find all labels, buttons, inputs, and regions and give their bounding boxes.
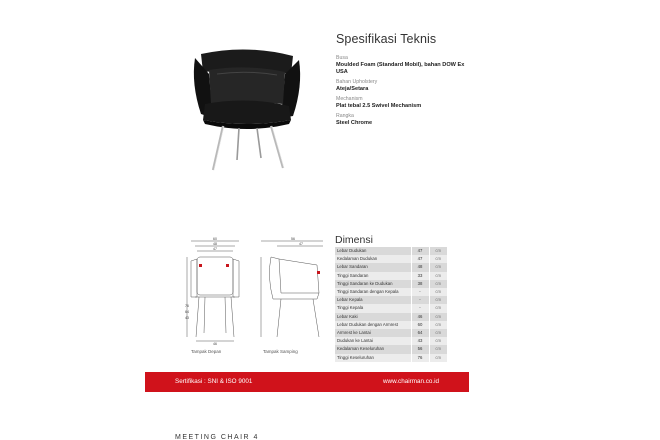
- dimension-value: 47: [411, 255, 429, 263]
- dimension-label: Lebar Kaki: [335, 313, 411, 321]
- dimension-label: Lebar Dudukan dengan Armrest: [335, 321, 411, 329]
- dimension-value: -: [411, 304, 429, 312]
- spec-item-frame: [336, 113, 466, 127]
- spec-title: Spesifikasi Teknis: [336, 32, 437, 46]
- spec-label: Busa: [336, 55, 348, 61]
- spec-item-foam: [336, 55, 466, 76]
- spec-list: [336, 55, 466, 130]
- table-row: [335, 313, 447, 321]
- dimension-label: Lebar Sandaran: [335, 263, 411, 271]
- dimension-unit: cm: [429, 247, 447, 255]
- table-row: [335, 272, 447, 280]
- dimension-unit: cm: [429, 354, 447, 362]
- table-row: [335, 263, 447, 271]
- dimension-unit: cm: [429, 329, 447, 337]
- dimension-value: 47: [411, 247, 429, 255]
- front-dim-left3: 43: [185, 316, 189, 320]
- dimension-value: 60: [411, 321, 429, 329]
- table-row: [335, 329, 447, 337]
- table-row: [335, 296, 447, 304]
- dimension-label: Tinggi Sandaran ke Dudukan: [335, 280, 411, 288]
- dimension-unit: cm: [429, 255, 447, 263]
- next-page-heading: MEETING CHAIR 4: [175, 434, 259, 440]
- side-dim-top2: 47: [299, 242, 303, 246]
- dimension-label: Kedalaman Keseluruhan: [335, 345, 411, 353]
- spec-label: Bahan Upholstery: [336, 79, 378, 85]
- dimension-unit: cm: [429, 321, 447, 329]
- dimension-unit: cm: [429, 313, 447, 321]
- table-row: [335, 354, 447, 362]
- table-row: [335, 247, 447, 255]
- certification-text: Sertifikasi : SNI & ISO 9001: [175, 378, 253, 385]
- dimension-label: Armrest ke Lantai: [335, 329, 411, 337]
- dimension-value: 56: [411, 345, 429, 353]
- dimension-value: 33: [411, 272, 429, 280]
- dimension-label: Tinggi Kepala: [335, 304, 411, 312]
- spec-value: Plat tebal 2.5 Swivel Mechanism: [336, 103, 422, 109]
- dimension-value: 43: [411, 337, 429, 345]
- front-dim-bottom: 46: [213, 342, 217, 346]
- front-dim-left1: 76: [185, 304, 189, 308]
- table-row: [335, 304, 447, 312]
- dimension-unit: cm: [429, 337, 447, 345]
- dimension-label: Dudukan ke Lantai: [335, 337, 411, 345]
- dimension-unit: cm: [429, 304, 447, 312]
- spec-value: Ateja/Setara: [336, 86, 369, 92]
- dimension-label: Kedalaman Dudukan: [335, 255, 411, 263]
- dimension-value: -: [411, 296, 429, 304]
- spec-value: Steel Chrome: [336, 120, 373, 126]
- dimension-unit: cm: [429, 288, 447, 296]
- dimension-unit: cm: [429, 296, 447, 304]
- dimension-value: 48: [411, 263, 429, 271]
- spec-value: Moulded Foam (Standard Mobil), bahan DOW Ex USA: [336, 62, 465, 75]
- spec-item-upholstery: [336, 79, 466, 93]
- spec-label: Rangka: [336, 113, 354, 119]
- spec-item-mechanism: [336, 96, 466, 110]
- front-view-drawing: [185, 237, 243, 347]
- dimension-label: Tinggi Sandaran dengan Kepala: [335, 288, 411, 296]
- front-dim-top1: 60: [213, 237, 217, 241]
- table-row: [335, 280, 447, 288]
- table-row: [335, 321, 447, 329]
- dimension-value: -: [411, 288, 429, 296]
- table-row: [335, 345, 447, 353]
- catalog-page: [145, 0, 469, 392]
- dimension-value: 76: [411, 354, 429, 362]
- website-link[interactable]: www.chairman.co.id: [383, 378, 439, 385]
- front-dim-left2: 64: [185, 310, 189, 314]
- front-dim-top3: 47: [213, 247, 217, 251]
- table-row: [335, 255, 447, 263]
- footer-bar: [145, 372, 469, 392]
- dimension-unit: cm: [429, 272, 447, 280]
- front-dim-top2: 48: [213, 242, 217, 246]
- chair-photo: [187, 44, 307, 174]
- front-view-caption: Tampak Depan: [191, 349, 222, 354]
- dimension-label: Tinggi Keseluruhan: [335, 354, 411, 362]
- dimension-label: Tinggi Sandaran: [335, 272, 411, 280]
- dimension-label: Lebar Kepala: [335, 296, 411, 304]
- dimension-label: Lebar Dudukan: [335, 247, 411, 255]
- table-row: [335, 337, 447, 345]
- dimension-value: 46: [411, 313, 429, 321]
- dimension-unit: cm: [429, 345, 447, 353]
- dimension-table: [335, 247, 447, 362]
- side-view-caption: Tampak Samping: [263, 349, 298, 354]
- side-view-drawing: [257, 237, 329, 347]
- side-dim-top1: 56: [291, 237, 295, 241]
- dimension-unit: cm: [429, 263, 447, 271]
- dimension-value: 64: [411, 329, 429, 337]
- spec-label: Mechanism: [336, 96, 363, 102]
- dimension-unit: cm: [429, 280, 447, 288]
- table-row: [335, 288, 447, 296]
- dimension-title: Dimensi: [335, 234, 373, 246]
- dimension-value: 38: [411, 280, 429, 288]
